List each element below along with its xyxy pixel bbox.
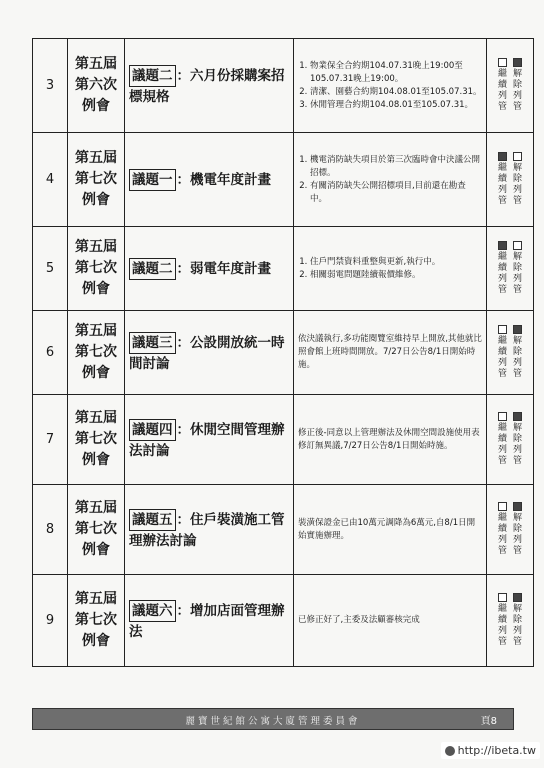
status-cell bbox=[487, 311, 534, 395]
status-char: 繼 bbox=[497, 513, 507, 523]
topic-tag-label: 議題五 bbox=[132, 511, 173, 528]
status-char: 管 bbox=[497, 456, 507, 466]
session-line: 例會 bbox=[82, 633, 110, 649]
session-line: 例會 bbox=[82, 542, 110, 558]
status-char: 管 bbox=[512, 102, 522, 112]
status-char: 管 bbox=[512, 637, 522, 647]
item-number: 9 bbox=[33, 575, 68, 667]
session-line: 第七次 bbox=[75, 612, 117, 628]
status-char: 除 bbox=[512, 434, 522, 444]
table-row bbox=[33, 485, 534, 575]
status-char: 除 bbox=[512, 174, 522, 184]
session-line: 第七次 bbox=[75, 171, 117, 187]
session-line: 第五屆 bbox=[75, 410, 117, 426]
status-option-continue[interactable] bbox=[496, 58, 510, 113]
status-option-release[interactable] bbox=[511, 241, 525, 296]
topic-tag-label: 議題六 bbox=[132, 602, 173, 619]
status-char: 管 bbox=[512, 456, 522, 466]
status-char: 解 bbox=[512, 163, 522, 173]
status-char: 繼 bbox=[497, 423, 507, 433]
status-char: 解 bbox=[512, 69, 522, 79]
decision-cell bbox=[294, 485, 487, 575]
decision-text: 裝潢保證金已由10萬元調降為6萬元,自8/1日開始實施辦理。 bbox=[298, 517, 476, 541]
checkbox-continue[interactable] bbox=[498, 412, 507, 421]
item-number: 7 bbox=[33, 395, 68, 485]
status-char: 管 bbox=[512, 285, 522, 295]
topic-cell: 議題四 ：休閒空間管理辦法討論 bbox=[125, 395, 294, 485]
decision-cell bbox=[294, 227, 487, 311]
topic-text: 住戶裝潢施工管理辦法討論 bbox=[129, 511, 285, 549]
status-char: 列 bbox=[497, 185, 507, 195]
status-char: 解 bbox=[512, 604, 522, 614]
status-char: 繼 bbox=[497, 604, 507, 614]
watermark-text: http://ibeta.tw bbox=[457, 744, 536, 757]
topic-tag-label: 議題三 bbox=[132, 334, 173, 351]
topic-cell: 議題五 ：住戶裝潢施工管理辦法討論 bbox=[125, 485, 294, 575]
checkbox-continue[interactable] bbox=[498, 593, 507, 602]
decision-cell bbox=[294, 575, 487, 667]
status-char: 除 bbox=[512, 615, 522, 625]
topic-cell: 議題一 ：機電年度計畫 bbox=[125, 133, 294, 227]
status-cell bbox=[487, 133, 534, 227]
status-char: 管 bbox=[497, 369, 507, 379]
session-line: 例會 bbox=[82, 98, 110, 114]
status-char: 列 bbox=[512, 274, 522, 284]
table-row bbox=[33, 395, 534, 485]
status-char: 繼 bbox=[497, 336, 507, 346]
page-number: 頁8 bbox=[480, 716, 497, 727]
topic-text: 休閒空間管理辦法討論 bbox=[129, 421, 285, 459]
footer-bar bbox=[32, 708, 514, 730]
status-cell bbox=[487, 575, 534, 667]
session-cell bbox=[68, 133, 125, 227]
topic-tag-label: 議題四 bbox=[132, 421, 173, 438]
checkbox-continue[interactable] bbox=[498, 241, 507, 250]
status-char: 列 bbox=[497, 445, 507, 455]
topic-cell: 議題二 ：六月份採購案招標規格 bbox=[125, 39, 294, 133]
status-char: 列 bbox=[497, 91, 507, 101]
checkbox-release[interactable] bbox=[513, 412, 522, 421]
status-char: 繼 bbox=[497, 163, 507, 173]
status-char: 列 bbox=[512, 626, 522, 636]
status-char: 續 bbox=[497, 80, 507, 90]
footer-title: 麗寶世紀館公寓大廈管理委員會 bbox=[185, 716, 361, 727]
decision-item: 2. 有關消防缺失公開招標項目,目前還在勘查中。 bbox=[310, 180, 482, 206]
status-char: 列 bbox=[497, 626, 507, 636]
status-option-release[interactable] bbox=[511, 58, 525, 113]
topic-tag-label: 議題一 bbox=[132, 171, 173, 188]
item-number: 8 bbox=[33, 485, 68, 575]
status-char: 繼 bbox=[497, 69, 507, 79]
status-char: 除 bbox=[512, 263, 522, 273]
session-line: 第五屆 bbox=[75, 56, 117, 72]
topic-tag-label: 議題二 bbox=[132, 260, 173, 277]
topic-cell: 議題三 ：公設開放統一時間討論 bbox=[125, 311, 294, 395]
status-char: 管 bbox=[497, 196, 507, 206]
session-line: 例會 bbox=[82, 365, 110, 381]
session-line: 第五屆 bbox=[75, 323, 117, 339]
decision-text: 已修正好了,主委及法顧審核完成 bbox=[298, 615, 420, 625]
session-line: 第六次 bbox=[75, 77, 117, 93]
table-row bbox=[33, 39, 534, 133]
status-char: 管 bbox=[512, 546, 522, 556]
status-option-continue[interactable] bbox=[496, 502, 510, 557]
status-char: 解 bbox=[512, 252, 522, 262]
status-char: 除 bbox=[512, 347, 522, 357]
agenda-table bbox=[32, 38, 534, 667]
decision-cell bbox=[294, 395, 487, 485]
decision-list bbox=[298, 60, 482, 112]
topic-text: 六月份採購案招標規格 bbox=[129, 67, 285, 105]
decision-cell bbox=[294, 39, 487, 133]
topic-text: 公設開放統一時間討論 bbox=[129, 334, 285, 372]
status-cell bbox=[487, 227, 534, 311]
status-option-release[interactable] bbox=[511, 593, 525, 648]
session-cell bbox=[68, 311, 125, 395]
checkbox-continue[interactable] bbox=[498, 502, 507, 511]
session-line: 例會 bbox=[82, 281, 110, 297]
status-char: 管 bbox=[512, 196, 522, 206]
status-option-release[interactable] bbox=[511, 325, 525, 380]
session-line: 例會 bbox=[82, 192, 110, 208]
topic-text: 增加店面管理辦法 bbox=[129, 602, 285, 640]
status-option-continue[interactable] bbox=[496, 412, 510, 467]
status-option-release[interactable] bbox=[511, 412, 525, 467]
status-cell bbox=[487, 395, 534, 485]
session-cell bbox=[68, 227, 125, 311]
session-cell bbox=[68, 39, 125, 133]
checkbox-release[interactable] bbox=[513, 152, 522, 161]
item-number: 3 bbox=[33, 39, 68, 133]
status-char: 解 bbox=[512, 513, 522, 523]
topic-text: 弱電年度計畫 bbox=[190, 260, 271, 277]
topic-tag bbox=[129, 332, 176, 354]
status-char: 管 bbox=[497, 285, 507, 295]
decision-text: 修正後-同意以上管理辦法及休閒空間設施使用表修訂無異議,7/27日公告8/1日開始時施。 bbox=[298, 427, 480, 451]
status-option-continue[interactable] bbox=[496, 152, 510, 207]
decision-cell bbox=[294, 133, 487, 227]
decision-item: 1. 機電消防缺失項目於第三次臨時會中決議公開招標。 bbox=[310, 154, 482, 180]
session-line: 第五屆 bbox=[75, 239, 117, 255]
status-option-continue[interactable] bbox=[496, 241, 510, 296]
session-cell bbox=[68, 485, 125, 575]
status-char: 管 bbox=[497, 102, 507, 112]
status-char: 列 bbox=[512, 185, 522, 195]
checkbox-release[interactable] bbox=[513, 241, 522, 250]
status-char: 續 bbox=[497, 434, 507, 444]
decision-item: 3. 休閒管理合約期104.08.01至105.07.31。 bbox=[310, 99, 482, 112]
status-option-continue[interactable] bbox=[496, 593, 510, 648]
topic-tag bbox=[129, 419, 176, 441]
session-line: 第七次 bbox=[75, 344, 117, 360]
table-row bbox=[33, 227, 534, 311]
decision-item: 2. 清潔、園藝合約期104.08.01至105.07.31。 bbox=[310, 86, 482, 99]
status-char: 列 bbox=[512, 358, 522, 368]
topic-tag bbox=[129, 509, 176, 531]
status-char: 續 bbox=[497, 263, 507, 273]
item-number: 6 bbox=[33, 311, 68, 395]
topic-tag bbox=[129, 65, 176, 87]
status-cell bbox=[487, 485, 534, 575]
status-cell bbox=[487, 39, 534, 133]
session-line: 第五屆 bbox=[75, 591, 117, 607]
decision-item: 2. 相關弱電問題陸續報價維修。 bbox=[310, 269, 482, 282]
status-char: 續 bbox=[497, 524, 507, 534]
topic-tag-label: 議題二 bbox=[132, 67, 173, 84]
session-line: 第七次 bbox=[75, 260, 117, 276]
status-char: 解 bbox=[512, 336, 522, 346]
topic-text: 機電年度計畫 bbox=[190, 171, 271, 188]
table-row bbox=[33, 311, 534, 395]
decision-text: 依決議執行,多功能閱覽室維持早上開放,其他就比照會館上班時間開放。7/27日公告8/1日開始時施。 bbox=[298, 334, 482, 370]
session-line: 第五屆 bbox=[75, 150, 117, 166]
topic-cell: 議題二 ：弱電年度計畫 bbox=[125, 227, 294, 311]
status-char: 續 bbox=[497, 615, 507, 625]
status-char: 列 bbox=[497, 535, 507, 545]
status-option-release[interactable] bbox=[511, 152, 525, 207]
status-char: 列 bbox=[512, 91, 522, 101]
watermark-logo-icon bbox=[445, 746, 455, 756]
status-option-release[interactable] bbox=[511, 502, 525, 557]
decision-item: 1. 住戶門禁資料重整與更新,執行中。 bbox=[310, 256, 482, 269]
status-char: 繼 bbox=[497, 252, 507, 262]
session-line: 第七次 bbox=[75, 521, 117, 537]
status-char: 列 bbox=[512, 535, 522, 545]
watermark bbox=[441, 742, 540, 759]
status-char: 續 bbox=[497, 174, 507, 184]
decision-cell bbox=[294, 311, 487, 395]
decision-list bbox=[298, 256, 482, 282]
table-row bbox=[33, 133, 534, 227]
checkbox-continue[interactable] bbox=[498, 152, 507, 161]
topic-tag bbox=[129, 169, 176, 191]
status-char: 列 bbox=[497, 358, 507, 368]
topic-tag bbox=[129, 258, 176, 280]
status-char: 除 bbox=[512, 80, 522, 90]
session-line: 例會 bbox=[82, 452, 110, 468]
status-char: 除 bbox=[512, 524, 522, 534]
status-char: 列 bbox=[497, 274, 507, 284]
status-char: 列 bbox=[512, 445, 522, 455]
checkbox-release[interactable] bbox=[513, 593, 522, 602]
status-char: 管 bbox=[497, 546, 507, 556]
checkbox-continue[interactable] bbox=[498, 58, 507, 67]
session-line: 第七次 bbox=[75, 431, 117, 447]
item-number: 4 bbox=[33, 133, 68, 227]
session-cell bbox=[68, 575, 125, 667]
item-number: 5 bbox=[33, 227, 68, 311]
checkbox-release[interactable] bbox=[513, 502, 522, 511]
status-char: 續 bbox=[497, 347, 507, 357]
checkbox-release[interactable] bbox=[513, 325, 522, 334]
table-row bbox=[33, 575, 534, 667]
status-char: 管 bbox=[497, 637, 507, 647]
checkbox-release[interactable] bbox=[513, 58, 522, 67]
session-line: 第五屆 bbox=[75, 500, 117, 516]
status-char: 管 bbox=[512, 369, 522, 379]
topic-tag bbox=[129, 600, 176, 622]
checkbox-continue[interactable] bbox=[498, 325, 507, 334]
topic-cell: 議題六 ：增加店面管理辦法 bbox=[125, 575, 294, 667]
decision-item: 1. 物業保全合約期104.07.31晚上19:00至105.07.31晚上19:00。 bbox=[310, 60, 482, 86]
status-char: 解 bbox=[512, 423, 522, 433]
status-option-continue[interactable] bbox=[496, 325, 510, 380]
decision-list bbox=[298, 154, 482, 206]
session-cell bbox=[68, 395, 125, 485]
